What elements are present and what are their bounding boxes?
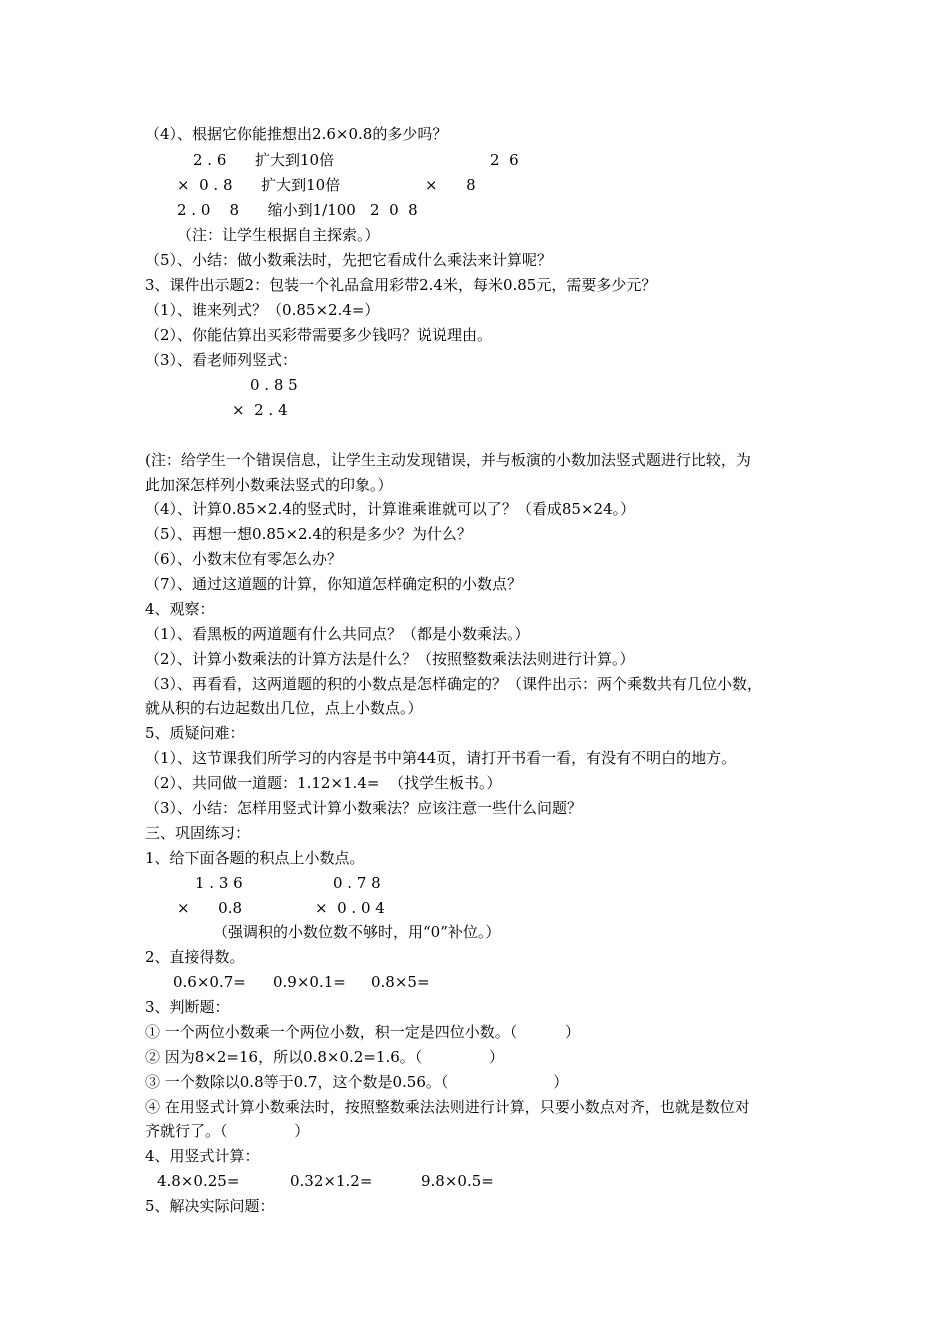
text-line: 0.6×0.7= [173,973,246,991]
text-line: 2、直接得数。 [145,948,245,966]
text-line: × 0 . 8 扩大到10倍 [177,176,341,194]
text-line: （注：让学生根据自主探索。） [177,226,380,244]
text-line: （1）、谁来列式？（0.85×2.4=） [145,301,380,319]
text-line: 3、判断题： [145,998,230,1016]
text-line: 0.9×0.1= [273,973,346,991]
text-line: × 0.8 [177,899,243,917]
text-line: 1 . 3 6 [195,874,243,892]
text-line: 2 . 6 扩大到10倍 [193,151,335,169]
text-line: （5）、小结：做小数乘法时，先把它看成什么乘法来计算呢？ [145,251,553,269]
text-line: （2）、共同做一道题：1.12×1.4= （找学生板书。） [145,774,502,792]
text-line: （4）、根据它你能推想出2.6×0.8的多少吗？ [145,125,448,143]
text-line: × 0 . 0 4 [315,899,385,917]
text-line: 2 0 8 [370,201,418,219]
text-line: 4.8×0.25= [157,1172,240,1190]
text-line: 齐就行了。（ ） [145,1122,310,1140]
text-line: （强调积的小数位数不够时，用“0”补位。） [213,923,501,941]
text-line: （6）、小数末位有零怎么办？ [145,550,343,568]
text-line: （2）、计算小数乘法的计算方法是什么？（按照整数乘法法则进行计算。） [145,650,635,668]
text-line: 1、给下面各题的积点上小数点。 [145,849,365,867]
text-line: 9.8×0.5= [421,1172,494,1190]
text-line: 5、解决实际问题： [145,1197,275,1215]
text-line: （3）、看老师列竖式： [145,351,298,369]
text-line: （5）、再想一想0.85×2.4的积是多少？为什么？ [145,525,472,543]
text-line: 0.32×1.2= [290,1172,373,1190]
text-line: （1）、这节课我们所学习的内容是书中第44页，请打开书看一看，有没有不明白的地方。 [145,749,737,767]
text-line: 2 6 [490,151,519,169]
text-line: 5、质疑问难： [145,724,245,742]
text-line: 2 . 0 8 缩小到1/100 [177,201,356,219]
text-line: × 8 [425,176,476,194]
text-line: × 2 . 4 [232,401,288,419]
text-line: ④ 在用竖式计算小数乘法时，按照整数乘法法则进行计算，只要小数点对齐，也就是数位对 [145,1098,750,1116]
text-line: 0 . 8 5 [250,376,298,394]
text-line: 三、巩固练习： [145,824,251,842]
text-line: 就从积的右边起数出几位，点上小数点。） [145,699,423,717]
text-line: ① 一个两位小数乘一个两位小数，积一定是四位小数。（ ） [145,1023,580,1041]
text-line: （3）、再看看，这两道题的积的小数点是怎样确定的？（课件出示：两个乘数共有几位小数， [145,675,763,693]
text-line: 4、用竖式计算： [145,1147,260,1165]
text-line: ③ 一个数除以0.8等于0.7，这个数是0.56。（ ） [145,1073,569,1091]
text-line: (注：给学生一个错误信息，让学生主动发现错误，并与板演的小数加法竖式题进行比较，为 [145,451,751,469]
text-line: 0.8×5= [371,973,430,991]
text-line: 0 . 7 8 [333,874,381,892]
text-line: 此加深怎样列小数乘法竖式的印象。） [145,476,393,494]
text-line: ② 因为8×2=16，所以0.8×0.2=1.6。（ ） [145,1048,505,1066]
text-line: （1）、看黑板的两道题有什么共同点？（都是小数乘法。） [145,625,530,643]
text-line: 4、观察： [145,600,215,618]
text-line: （3）、小结：怎样用竖式计算小数乘法？应该注意一些什么问题？ [145,799,583,817]
text-line: （7）、通过这道题的计算，你知道怎样确定积的小数点？ [145,575,523,593]
text-line: （4）、计算0.85×2.4的竖式时，计算谁乘谁就可以了？（看成85×24。） [145,500,636,518]
text-line: 3、课件出示题2：包装一个礼品盒用彩带2.4米，每米0.85元，需要多少元？ [145,276,657,294]
text-line: （2）、你能估算出买彩带需要多少钱吗？说说理由。 [145,326,493,344]
